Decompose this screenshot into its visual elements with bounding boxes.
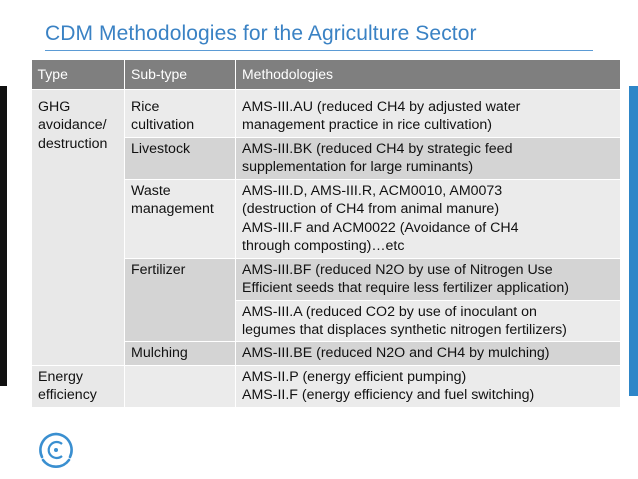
type-ghg [32,90,125,366]
methodology-line: management practice in rice cultivation) [242,117,492,134]
table-row [32,365,621,407]
type-line: destruction [38,135,108,152]
methodology-cell [236,342,621,365]
methodology-line: AMS-II.F (energy efficiency and fuel switching) [242,387,535,404]
subtype-cell [125,258,236,342]
subtype-line: Rice [131,99,160,115]
subtype-line: Waste [131,182,171,199]
subtype-line: cultivation [131,117,195,134]
methodology-line: AMS-III.D, AMS-III.R, ACM0010, AM0073 [242,182,503,199]
type-energy [32,365,125,407]
methodology-line: AMS-III.BF (reduced N2O by use of Nitrogen Use [242,261,553,278]
type-line: GHG [38,99,71,115]
subtype-cell [125,90,236,138]
subtype-cell [125,137,236,179]
subtype-cell [125,179,236,258]
subtype-line: Livestock [131,140,191,157]
subtype-cell [125,342,236,365]
methodology-cell [236,365,621,407]
methodology-cell [236,300,621,342]
methodology-line: Efficient seeds that require less fertilizer application) [242,280,569,297]
methodology-line: AMS-III.A (reduced CO2 by use of inoculant on [242,303,537,320]
methodology-cell [236,258,621,300]
unfccc-logo-icon [36,430,76,470]
header-subtype: Sub-type [125,60,236,90]
methodology-line: AMS-III.F and ACM0022 (Avoidance of CH4 [242,219,519,236]
slide-title: CDM Methodologies for the Agriculture Sector [45,22,477,45]
type-line: avoidance/ [38,117,107,134]
methodology-line: AMS-III.AU (reduced CH4 by adjusted water [242,99,521,115]
methodology-line: legumes that displaces synthetic nitrogen fertilizers) [242,321,567,338]
methodology-line: AMS-III.BE (reduced N2O and CH4 by mulching) [242,345,550,362]
type-line: efficiency [38,387,97,404]
subtype-cell [125,365,236,407]
table-row [32,90,621,138]
methodology-cell [236,137,621,179]
methodology-cell [236,90,621,138]
methodology-line: AMS-III.BK (reduced CH4 by strategic feed [242,140,513,157]
methodology-line: (destruction of CH4 from animal manure) [242,201,500,218]
methodology-line: AMS-II.P (energy efficient pumping) [242,368,467,385]
header-type: Type [32,60,125,90]
methodologies-table [31,60,621,408]
header-methodologies: Methodologies [236,60,621,90]
right-edge-bar [629,86,638,396]
type-line: Energy [38,368,83,385]
title-underline [45,50,593,51]
subtype-line: Fertilizer [131,261,186,278]
methodology-line: through composting)…etc [242,238,405,255]
methodology-line: supplementation for large ruminants) [242,159,474,176]
subtype-line: Mulching [131,345,188,362]
table-header-row [32,60,621,90]
left-edge-bar [0,86,7,386]
methodology-cell [236,179,621,258]
subtype-line: management [131,201,214,218]
